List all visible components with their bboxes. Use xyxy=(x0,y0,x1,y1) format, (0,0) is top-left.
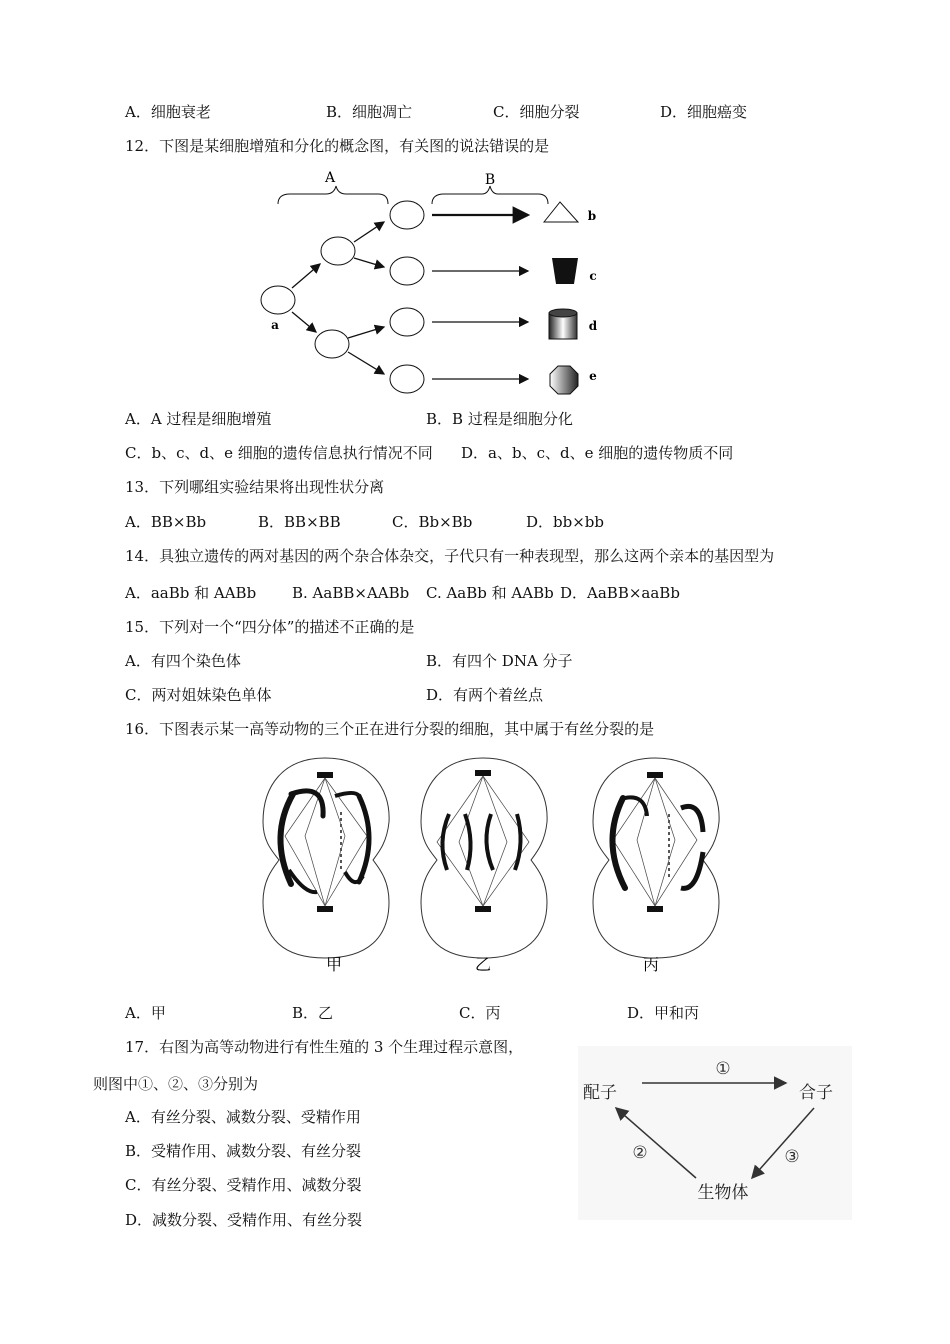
q16-option-a: A．甲 xyxy=(125,1004,166,1022)
q13-stem: 13．下列哪组实验结果将出现性状分离 xyxy=(125,478,385,496)
cell-1 xyxy=(390,201,424,229)
q11-option-d: D．细胞癌变 xyxy=(660,103,748,121)
q14-stem: 14．具独立遗传的两对基因的两个杂合体杂交，子代只有一种表现型，那么这两个亲本的基因型为 xyxy=(125,547,775,565)
cell-division-figure xyxy=(255,752,725,980)
q15-stem: 15．下列对一个“四分体”的描述不正确的是 xyxy=(125,618,415,636)
cell-lower xyxy=(315,330,349,358)
q16-option-d: D．甲和丙 xyxy=(627,1004,700,1022)
q15-option-d: D．有两个着丝点 xyxy=(426,686,544,704)
cell-label-jia: 甲 xyxy=(325,955,343,974)
q17-stem-line1: 17．右图为高等动物进行有性生殖的 3 个生理过程示意图， xyxy=(125,1038,524,1056)
cell-jia xyxy=(263,758,389,958)
q13-option-a: A．BB×Bb xyxy=(125,513,207,531)
cell-4 xyxy=(390,365,424,393)
q17-option-c: C．有丝分裂、受精作用、减数分裂 xyxy=(125,1176,362,1194)
cell-yi xyxy=(421,758,547,958)
q16-option-b: B．乙 xyxy=(292,1004,334,1022)
q15-option-a: A．有四个染色体 xyxy=(125,652,241,670)
q11-option-a: A．细胞衰老 xyxy=(125,103,211,121)
node-organism: 生物体 xyxy=(697,1183,749,1203)
cell-3 xyxy=(390,308,424,336)
q14-option-a: A．aaBb 和 AABb xyxy=(125,584,257,602)
q12-option-c: C．b、c、d、e 细胞的遗传信息执行情况不同 xyxy=(125,444,433,462)
node-zygote: 合子 xyxy=(799,1083,833,1103)
q12-option-d: D．a、b、c、d、e 细胞的遗传物质不同 xyxy=(461,444,734,462)
q15-option-b: B．有四个 DNA 分子 xyxy=(426,652,573,670)
cell-bing xyxy=(593,758,719,958)
cell-upper xyxy=(321,237,355,265)
q17-option-b: B．受精作用、减数分裂、有丝分裂 xyxy=(125,1142,362,1160)
q13-option-c: C．Bb×Bb xyxy=(392,513,473,531)
q17-stem-line2: 则图中①、②、③分别为 xyxy=(93,1075,259,1093)
cell-differentiation-diagram xyxy=(250,164,610,400)
q12-option-b: B．B 过程是细胞分化 xyxy=(426,410,573,428)
cell-b-triangle xyxy=(544,202,578,222)
q13-option-b: B．BB×BB xyxy=(258,513,341,531)
q16-option-c: C．丙 xyxy=(459,1004,501,1022)
cell-e-octagon xyxy=(550,366,578,394)
q14-option-c: C. AaBb 和 AABb xyxy=(426,584,554,602)
step-3-label: ③ xyxy=(784,1147,800,1167)
label-b: b xyxy=(587,209,597,223)
q11-option-b: B．细胞凋亡 xyxy=(326,103,413,121)
label-c: c xyxy=(589,269,597,283)
q11-option-c: C．细胞分裂 xyxy=(493,103,580,121)
brace-label-a: A xyxy=(324,170,336,186)
q13-option-d: D．bb×bb xyxy=(526,513,605,531)
q14-option-d: D．AaBB×aaBb xyxy=(560,584,680,602)
cell-a xyxy=(261,286,295,314)
step-1-label: ① xyxy=(715,1059,731,1079)
cell-label-bing: 丙 xyxy=(642,955,660,974)
brace-label-b: B xyxy=(484,172,496,188)
cell-c-trapezoid xyxy=(552,258,578,284)
q12-stem: 12．下图是某细胞增殖和分化的概念图，有关图的说法错误的是 xyxy=(125,137,550,155)
q17-option-d: D．减数分裂、受精作用、有丝分裂 xyxy=(125,1211,363,1229)
reproduction-cycle-diagram xyxy=(578,1046,852,1220)
q17-option-a: A．有丝分裂、减数分裂、受精作用 xyxy=(125,1108,361,1126)
step-2-label: ② xyxy=(632,1143,648,1163)
q12-option-a: A．A 过程是细胞增殖 xyxy=(125,410,272,428)
cell-label-yi: 乙 xyxy=(474,955,492,974)
cell-d-cylinder xyxy=(549,309,577,339)
q16-stem: 16．下图表示某一高等动物的三个正在进行分裂的细胞，其中属于有丝分裂的是 xyxy=(125,720,655,738)
cell-2 xyxy=(390,257,424,285)
q14-option-b: B. AaBB×AABb xyxy=(292,584,410,602)
node-gamete: 配子 xyxy=(583,1083,617,1103)
q15-option-c: C．两对姐妹染色单体 xyxy=(125,686,272,704)
label-a: a xyxy=(271,318,279,332)
label-e: e xyxy=(589,369,597,383)
label-d: d xyxy=(588,319,598,333)
